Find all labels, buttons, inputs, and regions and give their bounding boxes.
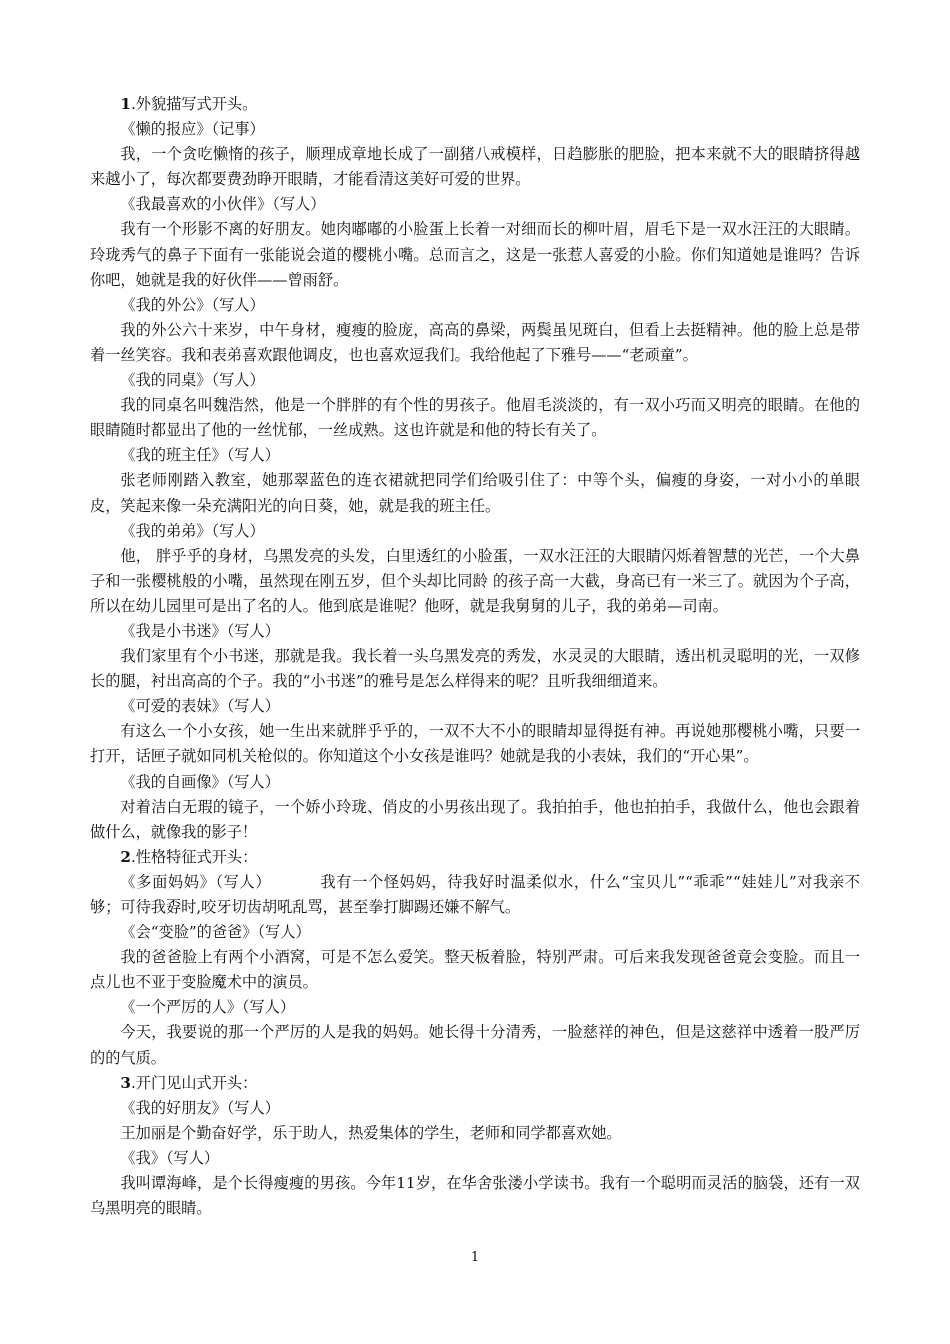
- essay-paragraph: 我的外公六十来岁，中午身材，瘦瘦的脸庞，高高的鼻梁，两鬓虽见斑白，但看上去挺精神。他的脸上总是带着一丝笑容。我和表弟喜欢跟他调皮，也也喜欢逗我们。我给他起了下雅号——“老顽童”。: [90, 320, 860, 364]
- list-item: [90, 694, 860, 769]
- essay-title: 《多面妈妈》（写人）: [120, 872, 272, 891]
- essay-paragraph: 我，一个贪吃懒惰的孩子，顺理成章地长成了一副猪八戒模样，日趋膨胀的肥脸，把本来就不大的眼睛挤得越来越小了，每次都要费劲睁开眼睛，才能看清这美好可爱的世界。: [90, 145, 860, 189]
- section-heading-text: .性格特征式开头：: [130, 847, 258, 866]
- section-heading-text: .开门见山式开头：: [130, 1073, 258, 1092]
- list-item: [90, 368, 860, 443]
- essay-paragraph: 我叫谭海峰，是个长得瘦瘦的男孩。今年11岁，在华舍张溇小学读书。我有一个聪明而灵活的脑袋，还有一双乌黑明亮的眼睛。: [90, 1174, 860, 1218]
- essay-paragraph: 我有一个形影不离的好朋友。她肉嘟嘟的小脸蛋上长着一对细而长的柳叶眉，眉毛下是一双水汪汪的大眼睛。玲珑秀气的鼻子下面有一张能说会道的樱桃小嘴。总而言之，这是一张惹人喜爱的小脸。你们知道她是谁吗？告诉你吧，她就是我的好伙伴——曾雨舒。: [90, 220, 860, 289]
- section-number: 3: [120, 1073, 131, 1092]
- section-heading-text: .外貌描写式开头。: [130, 95, 258, 113]
- essay-title: 《我的好朋友》（写人）: [120, 1098, 280, 1117]
- page-number: 1: [470, 1250, 480, 1265]
- essay-title: 《一个严厉的人》（写人）: [120, 998, 296, 1017]
- list-item: [90, 117, 860, 192]
- list-item: [90, 920, 860, 995]
- essay-paragraph: 王加丽是个勤奋好学，乐于助人，热爱集体的学生，老师和同学都喜欢她。: [120, 1123, 622, 1142]
- essay-paragraph: 我的同桌名叫魏浩然，他是一个胖胖的有个性的男孩子。他眉毛淡淡的，有一双小巧而又明亮的眼睛。在他的眼睛随时都显出了他的一丝忧郁，一丝成熟。这也许就是和他的特长有关了。: [90, 396, 860, 440]
- list-item: [90, 1146, 860, 1221]
- essay-text: 我有一个怪妈妈，待我好时温柔似水，什么“宝贝儿”“乖乖”“娃娃儿”对我亲不够；可待我孬时,咬牙切齿胡吼乱骂，甚至拳打脚踢还嫌不解气。: [90, 872, 860, 916]
- essay-title: 《懒的报应》（记事）: [120, 120, 265, 139]
- section-heading: [90, 92, 860, 117]
- essay-title: 《我的弟弟》（写人）: [120, 521, 265, 540]
- essay-title: 《我是小书迷》（写人）: [120, 621, 280, 640]
- section-number: 2: [120, 847, 131, 866]
- section-heading: [90, 1071, 860, 1096]
- essay-paragraph: 我的爸爸脸上有两个小酒窝，可是不怎么爱笑。整天板着脸，特别严肃。可后来我发现爸爸竟会变脸。而且一点儿也不亚于变脸魔术中的演员。: [90, 948, 860, 992]
- list-item: [90, 293, 860, 368]
- essay-title: 《我的班主任》（写人）: [120, 446, 280, 465]
- essay-paragraph: 张老师刚踏入教室，她那翠蓝色的连衣裙就把同学们给吸引住了：中等个头，偏瘦的身姿，一对小小的单眼皮，笑起来像一朵充满阳光的向日葵，她，就是我的班主任。: [90, 471, 860, 515]
- essay-paragraph: 对着洁白无瑕的镜子，一个娇小玲珑、俏皮的小男孩出现了。我拍拍手，他也拍拍手，我做什么，他也会跟着做什么，就像我的影子！: [90, 797, 860, 841]
- section-heading: [90, 845, 860, 870]
- list-item: [90, 995, 860, 1070]
- list-item: [90, 619, 860, 694]
- list-item: [90, 770, 860, 845]
- list-item: [90, 192, 860, 292]
- essay-paragraph-inline: [90, 870, 860, 920]
- essay-title: 《会“变脸”的爸爸》（写人）: [120, 923, 311, 942]
- list-item: [90, 443, 860, 518]
- section-3: [90, 1071, 860, 1222]
- section-1: [90, 92, 860, 845]
- essay-title: 《我的外公》（写人）: [120, 295, 265, 314]
- list-item: [90, 1096, 860, 1146]
- list-item: [90, 870, 860, 920]
- list-item: [90, 519, 860, 619]
- essay-title: 《可爱的表妹》（写人）: [120, 697, 280, 716]
- essay-paragraph: 我们家里有个小书迷，那就是我。我长着一头乌黑发亮的秀发，水灵灵的大眼睛，透出机灵聪明的光，一双修长的腿，衬出高高的个子。我的“小书迷”的雅号是怎么样得来的呢？且听我细细道来。: [90, 647, 860, 691]
- essay-paragraph: 今天，我要说的那一个严厉的人是我的妈妈。她长得十分清秀，一脸慈祥的神色，但是这慈祥中透着一股严厉的的气质。: [90, 1023, 860, 1067]
- essay-paragraph: 他， 胖乎乎的身材，乌黑发亮的头发，白里透红的小脸蛋，一双水汪汪的大眼睛闪烁着智慧的光芒，一个大鼻子和一张樱桃般的小嘴，虽然现在刚五岁，但个头却比同龄 的孩子高一大截，身高已有一米三了。就因为个子高，所以在幼儿园里可是出了名的人。他到底是谁呢？他呀，就是我舅舅的儿子，我的弟弟—司南。: [90, 546, 860, 615]
- essay-title: 《我》（写人）: [120, 1148, 220, 1167]
- section-number: 1: [120, 95, 131, 113]
- document-page: [90, 92, 860, 1221]
- essay-title: 《我的同桌》（写人）: [120, 371, 265, 390]
- essay-paragraph: 有这么一个小女孩，她一生出来就胖乎乎的，一双不大不小的眼睛却显得挺有神。再说她那樱桃小嘴，只要一打开，话匣子就如同机关枪似的。你知道这个小女孩是谁吗？她就是我的小表妹，我们的“开心果”。: [90, 722, 860, 766]
- essay-title: 《我的自画像》（写人）: [120, 772, 280, 791]
- section-2: [90, 845, 860, 1071]
- essay-title: 《我最喜欢的小伙伴》（写人）: [120, 195, 326, 214]
